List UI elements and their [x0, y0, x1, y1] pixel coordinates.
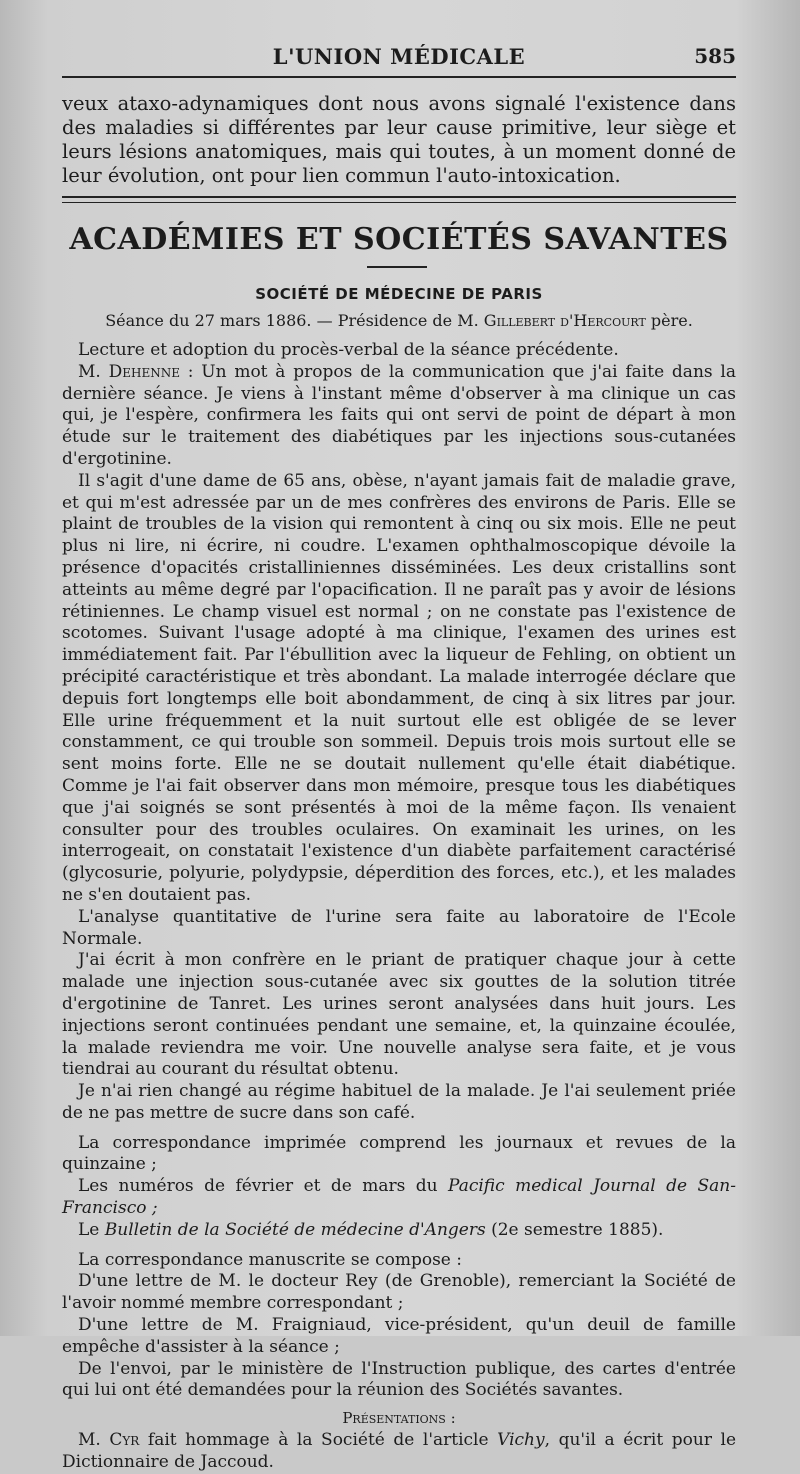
pacific-journal-title: Pacific medical Journal de San-Francisco ; — [62, 1176, 736, 1219]
page-number: 585 — [694, 44, 736, 68]
paragraph-case-description: Il s'agit d'une dame de 65 ans, obèse, n'ayant jamais fait de maladie grave, et qui m'est adressée par un de mes confrères des environs de Paris. Elle se plaint de troubles de la vision qui remontent à cinq ou six mois. Elle ne peut plus ni lire, ni écrire, ni coudre. L'examen ophthalmoscopique dévoile la présence d'opacités cristalliniennes disséminées. Les deux cristallins sont atteints au même degré par l'opacification. Il ne paraît pas y avoir de lésions rétiniennes. Le champ visuel est normal ; on ne constate pas l'existence de scotomes. Suivant l'usage adopté à ma clinique, l'examen des urines est immédiatement fait. Par l'ébullition avec la liqueur de Fehling, on obtient un précipité caractéristique et très abondant. La malade interrogée déclare que depuis fort longtemps elle boit abondamment, de cinq à six litres par jour. Elle urine fréquemment et la nuit surtout elle est obligée de se lever constamment, ce qui trouble son sommeil. Depuis trois mois surtout elle se sent moins forte. Elle ne se doutait nullement qu'elle était diabétique. Comme je l'ai fait observer dans mon mémoire, presque tous les diabétiques que j'ai soignés se sont présentés à moi de la même façon. Ils venaient consulter pour des troubles oculaires. On examinait les urines, on les interrogeait, on constatait l'existence d'un diabète parfaitement caractérisé (glycosurie, polyurie, polydypsie, déperdition des forces, etc.), et les malades ne s'en doutaient pas. — [62, 470, 736, 905]
minutes-body — [62, 340, 736, 1474]
seance-text: Séance du 27 mars 1886. — Présidence de M. — [105, 311, 484, 330]
intro-paragraph: veux ataxo-adynamiques dont nous avons signalé l'existence dans des maladies si différentes par leur cause primitive, leur siège et leurs lésions anatomiques, mais qui toutes, à un moment donné de leur évolution, ont pour lien commun l'auto-intoxication. — [62, 92, 736, 187]
cyr-text-2: , qu'il a écrit pour le Dictionnaire de Jaccoud. — [62, 1430, 737, 1472]
section-title: ACADÉMIES ET SOCIÉTÉS SAVANTES — [69, 222, 729, 257]
paragraph-correspondance-imprimee: La correspondance imprimée comprend les journaux et revues de la quinzaine ; — [62, 1132, 736, 1175]
speaker-dehenne: M. Dehenne : — [78, 361, 194, 382]
paragraph-correspondance-manuscrite: La correspondance manuscrite se compose : — [78, 1249, 462, 1270]
dehenne-text: Un mot à propos de la communication que j'ai faite dans la dernière séance. Je viens à l'instant même d'observer à ma clinique un cas qui, je l'espère, confirmera les faits qui ont servi de point de départ à mon étude sur le traitement des diabétiques par les injections sous-cutanées d'ergotinine. — [62, 361, 736, 469]
paragraph-dehenne — [62, 362, 736, 471]
president-name: Gillebert d'Hercourt — [483, 311, 646, 330]
speaker-cyr: M. Cyr — [78, 1430, 140, 1451]
bulletin-suffix: (2e semestre 1885). — [485, 1219, 664, 1240]
paragraph-bulletin — [62, 1220, 736, 1242]
article-title: Vichy — [497, 1430, 545, 1451]
bulletin-title: Bulletin de la Société de médecine d'Angers — [104, 1219, 486, 1240]
paragraph-lecture: Lecture et adoption du procès-verbal de la séance précédente. — [78, 340, 619, 360]
bulletin-prefix: Le — [78, 1219, 105, 1240]
paragraph-analyse: L'analyse quantitative de l'urine sera faite au laboratoire de l'Ecole Normale. — [62, 906, 736, 949]
paragraph-envoi: De l'envoi, par le ministère de l'Instruction publique, des cartes d'entrée qui lui ont été demandées pour la réunion des Sociétés savantes. — [62, 1358, 736, 1401]
seance-line — [62, 311, 736, 330]
numeros-prefix: Les numéros de février et de mars du — [78, 1176, 449, 1197]
paragraph-rey: D'une lettre de M. le docteur Rey (de Grenoble), remerciant la Société de l'avoir nommé membre correspondant ; — [62, 1271, 736, 1314]
presentations-heading: Présentations : — [342, 1409, 456, 1428]
running-header — [62, 44, 736, 74]
section-divider-top — [62, 196, 736, 198]
paragraph-cyr — [62, 1430, 736, 1474]
paragraph-injection-plan: J'ai écrit à mon confrère en le priant de pratiquer chaque jour à cette malade une injection sous-cutanée avec six gouttes de la solution titrée d'ergotinine de Tanret. Les urines seront analysées dans huit jours. Les injections seront continuées pendant une semaine, et, la quinzaine écoulée, la malade reviendra me voir. Une nouvelle analyse sera faite, et je vous tiendrai au courant du résultat obtenu. — [62, 950, 736, 1080]
title-underline — [367, 266, 427, 268]
paragraph-fraigniaud: D'une lettre de M. Fraigniaud, vice-président, qu'un deuil de famille empêche d'assister à la séance ; — [62, 1315, 736, 1357]
paragraph-numeros — [62, 1176, 736, 1220]
paragraph-regime: Je n'ai rien changé au régime habituel de la malade. Je l'ai seulement priée de ne pas mettre de sucre dans son café. — [62, 1081, 736, 1123]
cyr-text-1: fait hommage à la Société de l'article — [139, 1430, 498, 1451]
header-rule — [62, 76, 736, 78]
section-divider-bottom — [62, 202, 736, 203]
seance-suffix: père. — [645, 311, 693, 330]
journal-title: L'UNION MÉDICALE — [272, 44, 526, 69]
society-title: SOCIÉTÉ DE MÉDECINE DE PARIS — [255, 285, 543, 303]
